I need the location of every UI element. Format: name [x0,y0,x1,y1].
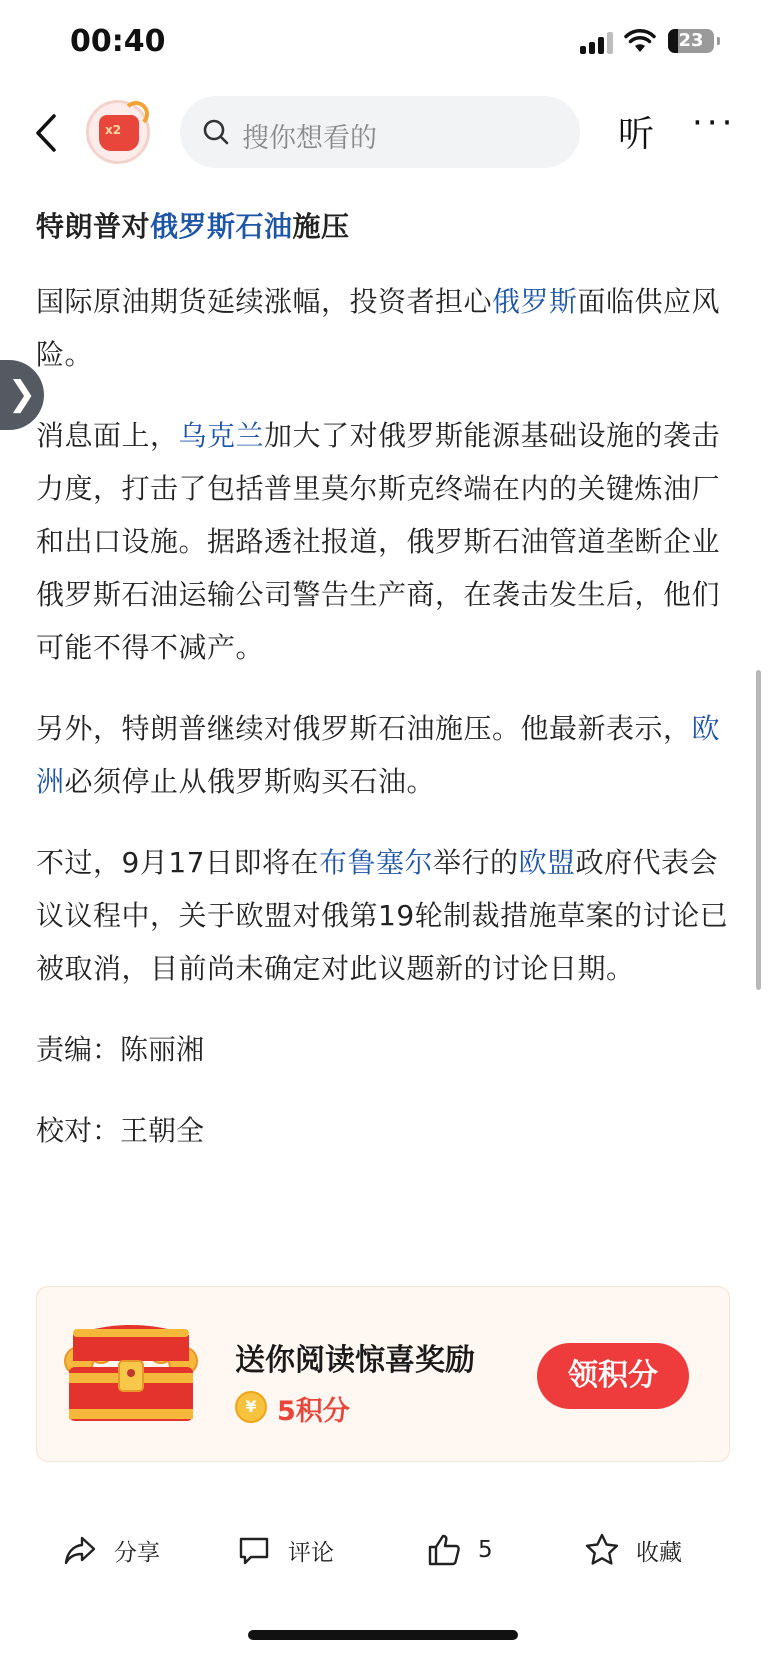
paragraph-text: 举行的 [432,846,519,879]
comment-icon [236,1532,272,1568]
side-expand-tab[interactable]: ❯ [0,360,44,430]
link-russia[interactable]: 俄罗斯 [492,285,578,318]
cellular-signal-icon [580,32,614,54]
comment-label: 评论 [288,1539,334,1566]
title-text: 施压 [292,210,350,243]
paragraph [36,702,732,808]
article-section-title [36,200,732,253]
share-button[interactable] [62,1510,160,1590]
like-count: 5 [478,1537,493,1563]
link-eu[interactable]: 欧盟 [518,846,576,879]
title-text: 特朗普对 [36,210,151,243]
share-label: 分享 [114,1539,160,1566]
paragraph-text: 加大了对俄罗斯能源基础设施的袭击力度，打击了包括普里莫尔斯克终端在内的关键炼油厂和出口设施。据路透社报道，俄罗斯石油管道垄断企业俄罗斯石油运输公司警告生产商，在袭击发生后，他们可能不得不减产。 [36,419,721,664]
share-icon [62,1532,98,1568]
wifi-icon [624,28,656,54]
paragraph-text: 必须停止从俄罗斯购买石油。 [64,765,436,798]
home-indicator[interactable] [248,1630,518,1640]
search-placeholder: 搜你想看的 [242,123,377,154]
paragraph-text: 政府代表会议议程中，关于欧盟对俄第19轮制裁措施草案的讨论已被取消，目前尚未确定对此议题新的讨论日期。 [36,846,729,985]
link-europe[interactable]: 欧洲 [36,712,721,798]
search-icon [202,118,230,146]
proofreader-credit: 校对：王朝全 [36,1114,205,1147]
treasure-chest-icon [61,1321,201,1427]
coin-icon: ¥ [235,1391,267,1423]
avatar-badge: x2 [105,123,122,137]
paragraph-text: 另外，特朗普继续对俄罗斯石油施压。他最新表示， [36,712,692,745]
bottom-action-bar [0,1510,768,1590]
paragraph [36,836,732,995]
reward-title: 送你阅读惊喜奖励 [235,1343,475,1378]
favorite-label: 收藏 [636,1539,682,1566]
paragraph-text: 消息面上， [36,419,179,452]
link-russian-oil[interactable]: 俄罗斯石油 [150,210,293,243]
paragraph-text: 面临供应风险。 [36,285,721,371]
progress-ring [123,101,149,127]
scrollbar[interactable] [756,670,761,990]
status-bar [0,0,768,88]
article-body [36,200,732,1185]
paragraph [36,275,732,381]
link-ukraine[interactable]: 乌克兰 [178,419,265,452]
thumbs-up-icon [426,1532,462,1568]
paragraph-text: 不过，9月17日即将在 [36,846,319,879]
claim-points-button[interactable]: 领积分 [537,1343,689,1409]
link-brussels[interactable]: 布鲁塞尔 [318,846,433,879]
paragraph-text: 国际原油期货延续涨幅，投资者担心 [36,285,493,318]
listen-button[interactable]: 听 [618,114,655,155]
more-options-button[interactable]: ··· [692,103,737,143]
star-icon [584,1532,620,1568]
like-button[interactable] [426,1510,493,1590]
battery-icon [668,29,714,53]
comment-button[interactable] [236,1510,334,1590]
editor-credit: 责编：陈丽湘 [36,1033,205,1066]
reward-points: 5积分 [277,1396,350,1427]
reward-avatar[interactable] [86,100,150,164]
paragraph [36,409,732,674]
top-nav-bar [0,88,768,178]
search-input[interactable] [180,96,580,168]
battery-level: 23 [678,30,704,51]
back-icon[interactable] [26,108,66,158]
status-time: 00:40 [70,24,166,59]
reward-card[interactable] [36,1286,730,1462]
favorite-button[interactable] [584,1510,682,1590]
